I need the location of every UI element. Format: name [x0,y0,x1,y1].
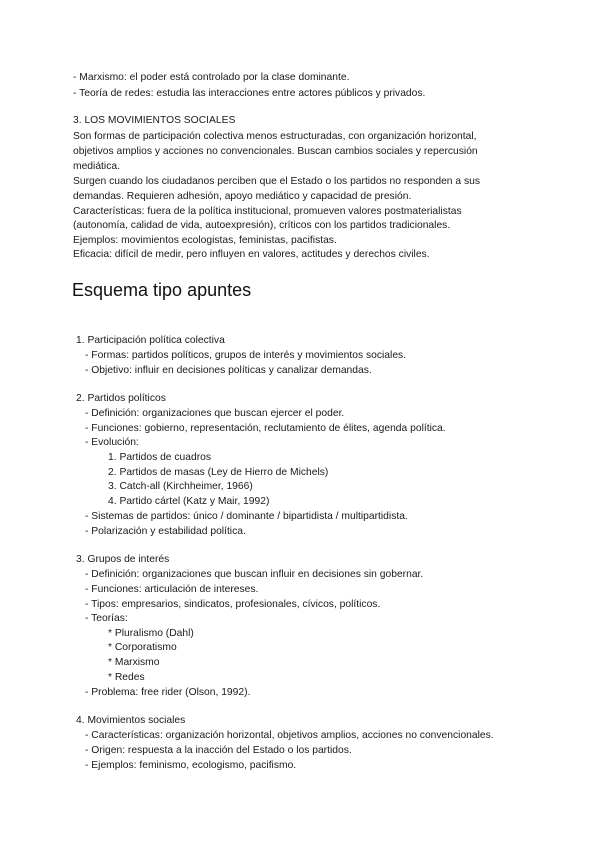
outline-item: - Problema: free rider (Olson, 1992). [85,687,251,698]
paragraph-line: Características: fuera de la política institucional, promueven valores postmaterialistas [73,206,462,217]
outline-item: - Teorías: [85,613,128,624]
outline-subitem: * Corporatismo [108,642,177,653]
section-title: 3. LOS MOVIMIENTOS SOCIALES [73,115,236,126]
text-line: - Teoría de redes: estudia las interacciones entre actores públicos y privados. [73,88,426,99]
outline-subitem: * Pluralismo (Dahl) [108,628,194,639]
outline-item: - Polarización y estabilidad política. [85,526,246,537]
outline-item: - Funciones: gobierno, representación, reclutamiento de élites, agenda política. [85,423,446,434]
paragraph-line: Surgen cuando los ciudadanos perciben que el Estado o los partidos no responden a sus [73,176,481,187]
paragraph-line: mediática. [73,161,120,172]
paragraph-line: Son formas de participación colectiva menos estructuradas, con organización horizontal, [73,131,477,142]
outline-section-title: 1. Participación política colectiva [76,335,225,346]
outline-subitem: 3. Catch-all (Kirchheimer, 1966) [108,481,253,492]
outline-subitem: * Redes [108,672,145,683]
paragraph-line: objetivos amplios y acciones no convencionales. Buscan cambios sociales y repercusión [73,146,478,157]
outline-item: - Objetivo: influir en decisiones políticas y canalizar demandas. [85,365,372,376]
outline-item: - Evolución: [85,437,139,448]
outline-subitem: * Marxismo [108,657,160,668]
outline-subitem: 4. Partido cártel (Katz y Mair, 1992) [108,496,270,507]
outline-item: - Funciones: articulación de intereses. [85,584,259,595]
paragraph-line: Ejemplos: movimientos ecologistas, feministas, pacifistas. [73,235,337,246]
outline-item: - Sistemas de partidos: único / dominante / bipartidista / multipartidista. [85,511,408,522]
outline-subitem: 2. Partidos de masas (Ley de Hierro de Michels) [108,467,329,478]
outline-item: - Definición: organizaciones que buscan ejercer el poder. [85,408,345,419]
outline-section-title: 4. Movimientos sociales [76,715,186,726]
paragraph-line: (autonomía, calidad de vida, autoexpresión), críticos con los partidos tradicionales. [73,220,451,231]
paragraph-line: Eficacia: difícil de medir, pero influyen en valores, actitudes y derechos civiles. [73,249,430,260]
outline-section-title: 3. Grupos de interés [76,554,170,565]
page-heading: Esquema tipo apuntes [72,280,252,300]
outline-item: - Características: organización horizontal, objetivos amplios, acciones no convencionales. [85,730,494,741]
paragraph-line: demandas. Requieren adhesión, apoyo mediático y capacidad de presión. [73,191,412,202]
outline-item: - Ejemplos: feminismo, ecologismo, pacifismo. [85,760,297,771]
outline-item: - Origen: respuesta a la inacción del Estado o los partidos. [85,745,352,756]
outline-item: - Definición: organizaciones que buscan influir en decisiones sin gobernar. [85,569,424,580]
outline-subitem: 1. Partidos de cuadros [108,452,212,463]
outline-item: - Formas: partidos políticos, grupos de interés y movimientos sociales. [85,350,407,361]
outline-item: - Tipos: empresarios, sindicatos, profesionales, cívicos, políticos. [85,599,381,610]
text-line: - Marxismo: el poder está controlado por la clase dominante. [73,72,350,83]
outline-section-title: 2. Partidos políticos [76,393,166,404]
